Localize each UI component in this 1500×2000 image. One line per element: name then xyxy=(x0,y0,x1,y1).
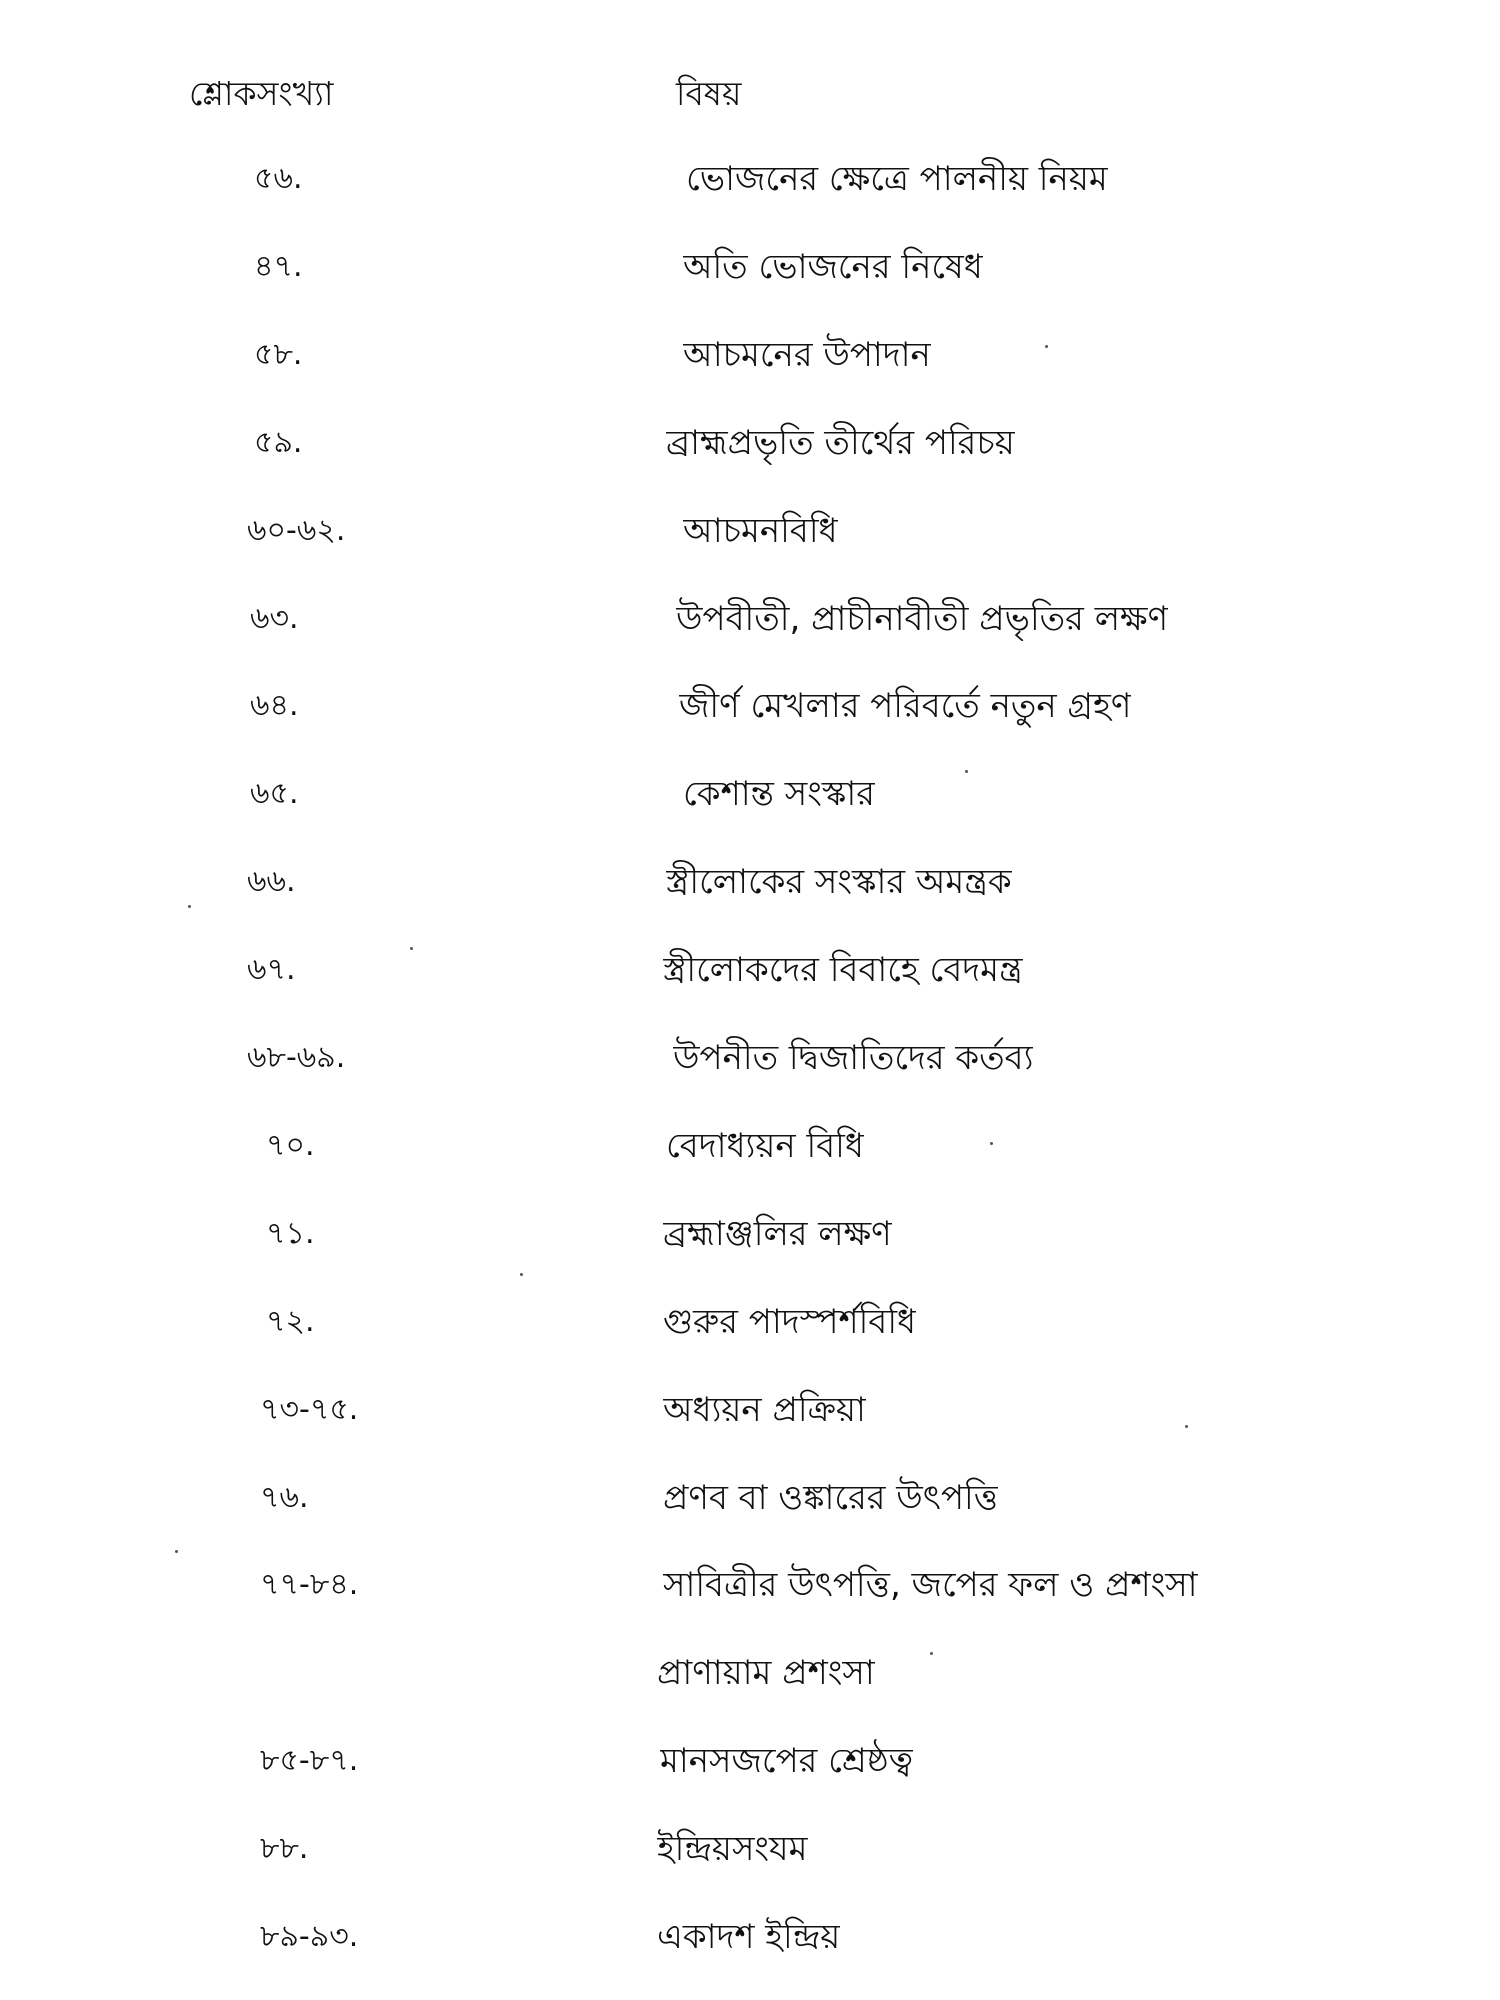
toc-row xyxy=(0,772,1500,816)
topic-text: আচমনবিধি xyxy=(683,511,838,551)
topic-text: বেদাধ্যয়ন বিধি xyxy=(666,1126,864,1166)
verse-number: ৬৬. xyxy=(247,864,296,899)
column-header-verse-number: শ্লোকসংখ্যা xyxy=(189,74,334,113)
verse-number: ৫৬. xyxy=(254,161,303,196)
toc-row xyxy=(0,684,1500,728)
verse-number: ৭২. xyxy=(266,1304,315,1339)
toc-row xyxy=(0,1036,1500,1080)
toc-row xyxy=(0,421,1500,465)
toc-row xyxy=(0,597,1500,641)
verse-number: ৭৬. xyxy=(260,1480,309,1515)
toc-row xyxy=(0,1212,1500,1256)
verse-number: ৬৮-৬৯. xyxy=(247,1040,346,1075)
toc-row xyxy=(0,245,1500,289)
toc-row xyxy=(0,1739,1500,1783)
toc-row xyxy=(0,1476,1500,1520)
verse-number: ৫৯. xyxy=(254,425,303,460)
toc-row xyxy=(0,1300,1500,1344)
scan-speck xyxy=(1045,345,1048,348)
scan-speck xyxy=(188,905,191,908)
topic-text: মানসজপের শ্রেষ্ঠত্ব xyxy=(660,1741,914,1781)
topic-text: অধ্যয়ন প্রক্রিয়া xyxy=(663,1390,866,1430)
toc-row xyxy=(0,1651,1500,1695)
topic-text: একাদশ ইন্দ্রিয় xyxy=(657,1917,841,1957)
verse-number: ৭০. xyxy=(266,1128,315,1163)
verse-number: ৭৩-৭৫. xyxy=(260,1392,359,1427)
verse-number: ৭৭-৮৪. xyxy=(260,1567,359,1602)
topic-text: প্রাণায়াম প্রশংসা xyxy=(657,1653,875,1693)
topic-text: ব্রাহ্মপ্রভৃতি তীর্থের পরিচয় xyxy=(666,423,1015,463)
toc-row xyxy=(0,860,1500,904)
verse-number: ৪৭. xyxy=(254,249,303,284)
verse-number: ৬৩. xyxy=(250,601,299,636)
verse-number: ৬৭. xyxy=(247,952,296,987)
toc-row xyxy=(0,948,1500,992)
toc-row xyxy=(0,157,1500,201)
topic-text: আচমনের উপাদান xyxy=(683,335,931,375)
scan-speck xyxy=(410,947,413,950)
topic-text: কেশান্ত সংস্কার xyxy=(683,774,875,814)
verse-number: ৬০-৬২. xyxy=(247,513,346,548)
topic-text: গুরুর পাদস্পর্শবিধি xyxy=(663,1302,917,1342)
topic-text: প্রণব বা ওঙ্কারের উৎপত্তি xyxy=(663,1478,999,1518)
topic-text: অতি ভোজনের নিষেধ xyxy=(683,247,983,287)
toc-row xyxy=(0,1915,1500,1959)
topic-text: ইন্দ্রিয়সংযম xyxy=(657,1829,808,1869)
scan-speck xyxy=(520,1273,523,1276)
verse-number: ৭১. xyxy=(266,1216,315,1251)
scan-speck xyxy=(990,1142,993,1145)
topic-text: সাবিত্রীর উৎপত্তি, জপের ফল ও প্রশংসা xyxy=(663,1565,1198,1605)
topic-text: উপনীত দ্বিজাতিদের কর্তব্য xyxy=(673,1038,1034,1078)
scan-speck xyxy=(1185,1425,1188,1428)
toc-row xyxy=(0,509,1500,553)
topic-text: ভোজনের ক্ষেত্রে পালনীয় নিয়ম xyxy=(686,159,1108,199)
verse-number: ৮৮. xyxy=(260,1831,309,1866)
verse-number: ৮৫-৮৭. xyxy=(260,1743,359,1778)
scan-speck xyxy=(930,1652,933,1655)
toc-row xyxy=(0,1124,1500,1168)
topic-text: জীর্ণ মেখলার পরিবর্তে নতুন গ্রহণ xyxy=(679,686,1132,726)
topic-text: স্ত্রীলোকদের বিবাহে বেদমন্ত্র xyxy=(663,950,1023,990)
topic-text: ব্রহ্মাঞ্জলির লক্ষণ xyxy=(663,1214,892,1254)
toc-row xyxy=(0,1563,1500,1607)
toc-row xyxy=(0,1388,1500,1432)
toc-row xyxy=(0,333,1500,377)
verse-number: ৮৯-৯৩. xyxy=(260,1919,359,1954)
verse-number: ৬৪. xyxy=(250,688,299,723)
scan-speck xyxy=(175,1550,178,1553)
topic-text: স্ত্রীলোকের সংস্কার অমন্ত্রক xyxy=(666,862,1012,902)
topic-text: উপবীতী, প্রাচীনাবীতী প্রভৃতির লক্ষণ xyxy=(676,599,1169,639)
toc-row xyxy=(0,1827,1500,1871)
scan-speck xyxy=(965,770,968,773)
verse-number: ৫৮. xyxy=(254,337,303,372)
verse-number: ৬৫. xyxy=(250,776,299,811)
column-header-topic: বিষয় xyxy=(676,74,742,113)
